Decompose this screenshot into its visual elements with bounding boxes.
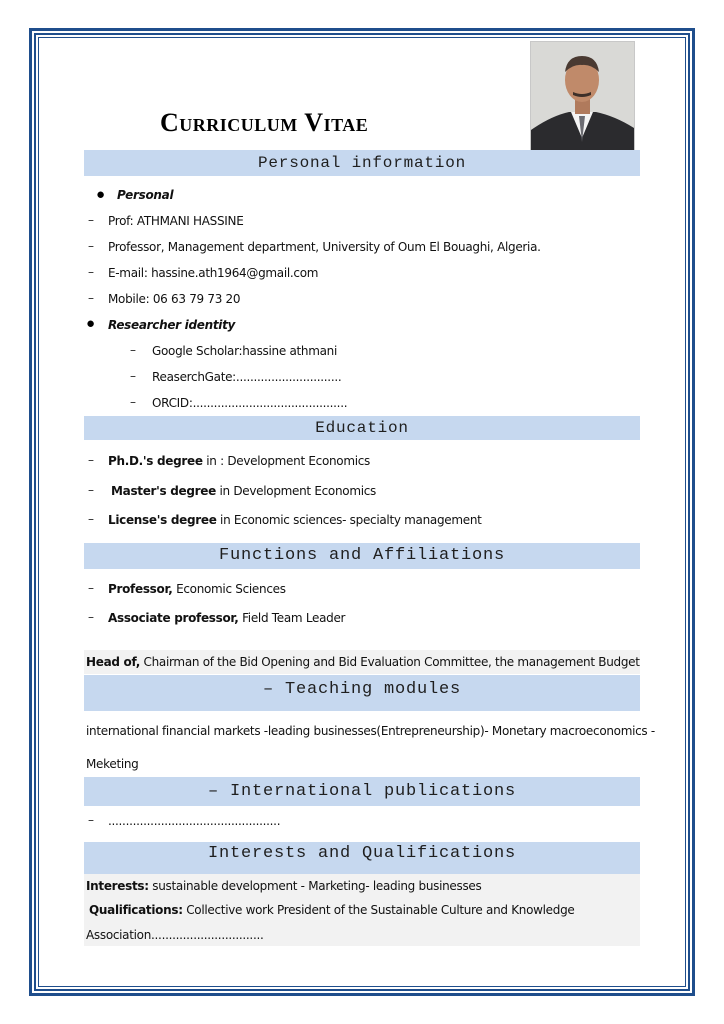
section-header-teaching-modules: – Teaching modules xyxy=(84,675,640,711)
section-header-functions: Functions and Affiliations xyxy=(84,543,640,569)
interests-text: sustainable development - Marketing- leading businesses xyxy=(148,879,482,893)
education-item xyxy=(108,454,370,468)
qualifications-line-2: Association................................ xyxy=(86,928,264,942)
role-label: Professor, xyxy=(108,582,173,596)
degree-label: License's degree xyxy=(108,513,217,527)
dash-icon: – xyxy=(88,813,94,827)
education-item xyxy=(111,484,376,498)
dash-icon: – xyxy=(130,343,136,357)
head-of-line xyxy=(86,655,640,669)
degree-label: Master's degree xyxy=(111,484,216,498)
role-detail: Field Team Leader xyxy=(238,611,346,625)
head-of-text: Chairman of the Bid Opening and Bid Evaluation Committee, the management Budget xyxy=(140,655,640,669)
degree-detail: in Economic sciences- specialty management xyxy=(216,513,482,527)
position-line: Professor, Management department, University of Oum El Bouaghi, Algeria. xyxy=(108,240,541,254)
dash-icon: – xyxy=(88,265,94,279)
degree-label: Ph.D.'s degree xyxy=(108,454,203,468)
teaching-modules-line: international financial markets -leading businesses(Entrepreneurship)- Monetary macroeconomics - xyxy=(86,724,655,738)
interests-line xyxy=(86,879,481,893)
qualifications-line xyxy=(89,903,574,917)
qualifications-label: Qualifications: xyxy=(89,903,183,917)
personal-label: Personal xyxy=(117,188,174,202)
page-title: Curriculum Vitae xyxy=(160,108,369,137)
dash-icon: – xyxy=(130,369,136,383)
head-of-label: Head of, xyxy=(86,655,141,669)
section-header-education: Education xyxy=(84,416,640,440)
dash-icon: – xyxy=(88,610,94,624)
qualifications-text: Collective work President of the Sustainable Culture and Knowledge xyxy=(182,903,575,917)
dash-icon: – xyxy=(130,395,136,409)
section-header-interests-qualifications: Interests and Qualifications xyxy=(84,842,640,874)
dash-icon: – xyxy=(88,483,94,497)
dash-icon: – xyxy=(88,291,94,305)
researchgate-line: ReaserchGate:.............................. xyxy=(152,370,342,384)
dash-icon: – xyxy=(88,581,94,595)
mobile-line: Mobile: 06 63 79 73 20 xyxy=(108,292,241,306)
google-scholar-line: Google Scholar:hassine athmani xyxy=(152,344,337,358)
name-line: Prof: ATHMANI HASSINE xyxy=(108,214,244,228)
interests-label: Interests: xyxy=(86,879,149,893)
dash-icon: – xyxy=(88,453,94,467)
degree-detail: in Development Economics xyxy=(215,484,376,498)
section-header-international-publications: – International publications xyxy=(84,777,640,806)
function-item xyxy=(108,582,286,596)
email-line: E-mail: hassine.ath1964@gmail.com xyxy=(108,266,319,280)
role-detail: Economic Sciences xyxy=(172,582,286,596)
dash-icon: – xyxy=(88,512,94,526)
degree-detail: in : Development Economics xyxy=(202,454,370,468)
publications-placeholder: ................................................. xyxy=(108,814,281,828)
teaching-modules-line-2: Meketing xyxy=(86,757,139,771)
orcid-line: ORCID:............................................ xyxy=(152,396,348,410)
bullet-icon: ● xyxy=(86,315,96,332)
dash-icon: – xyxy=(88,239,94,253)
dash-icon: – xyxy=(88,213,94,227)
function-item xyxy=(108,611,345,625)
role-label: Associate professor, xyxy=(108,611,239,625)
bullet-icon: ● xyxy=(96,186,106,203)
researcher-identity-label: Researcher identity xyxy=(108,318,236,332)
education-item xyxy=(108,513,482,527)
section-header-personal-information: Personal information xyxy=(84,150,640,176)
profile-photo xyxy=(531,42,634,150)
